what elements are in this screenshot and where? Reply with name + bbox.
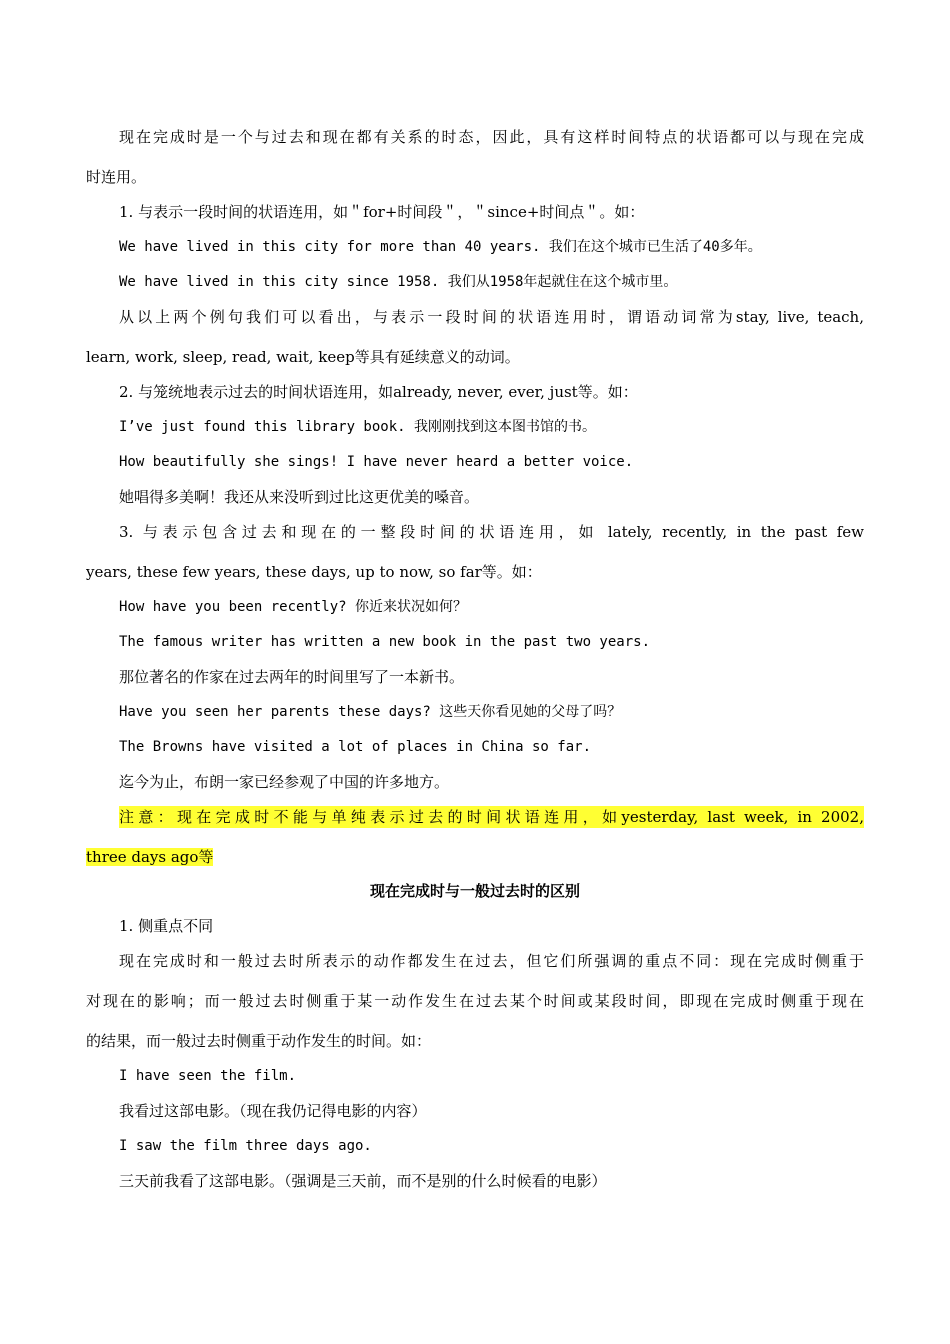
intro-line-1: 现在完成时是一个与过去和现在都有关系的时态，因此，具有这样时间特点的状语都可以与现在完成 [119,128,864,146]
section2-body-line-3: 的结果，而一般过去时侧重于动作发生的时间。如： [86,1032,432,1050]
example-4-translation: 她唱得多美啊！我还从来没听到过比这更优美的嗓音。 [119,488,480,506]
example-8: The Browns have visited a lot of places in China so far. [119,739,592,755]
example-8-translation: 迄今为止，布朗一家已经参观了中国的许多地方。 [119,773,450,791]
intro-line-2: 时连用。 [86,168,147,186]
example-6-translation: 那位著名的作家在过去两年的时间里写了一本新书。 [119,668,465,686]
section2-body-line-2: 对现在的影响；而一般过去时侧重于某一动作发生在过去某个时间或某段时间，即现在完成时侧重于现在 [86,992,864,1010]
section2-example-2-translation: 三天前我看了这部电影。（强调是三天前，而不是别的什么时候看的电影） [119,1172,607,1190]
note-line-1: 从以上两个例句我们可以看出，与表示一段时间的状语连用时，谓语动词常为stay, live, teach, [119,308,864,326]
example-6: The famous writer has written a new book in the past two years. [119,634,651,650]
point-2-heading: 2. 与笼统地表示过去的时间状语连用，如already, never, ever, just等。如： [119,383,638,401]
attention-note-line-2 [86,846,213,868]
example-1: We have lived in this city for more than 40 years. 我们在这个城市已生活了40多年。 [119,239,762,255]
attention-note-line-1: 注意：现在完成时不能与单纯表示过去的时间状语连用，如yesterday, last week, in 2002, [119,808,864,826]
example-7: Have you seen her parents these days? 这些天你看见她的父母了吗？ [119,704,622,720]
section2-body-line-1: 现在完成时和一般过去时所表示的动作都发生在过去，但它们所强调的重点不同：现在完成时侧重于 [119,952,864,970]
point-3-line-2: years, these few years, these days, up to now, so far等。如： [86,563,542,581]
point-3-line-1: 3. 与表示包含过去和现在的一整段时间的状语连用，如 lately, recently, in the past few [119,523,864,541]
example-4: How beautifully she sings! I have never heard a better voice. [119,454,634,470]
attention-note-line-2-text: three days ago等 [86,848,214,866]
point-1-heading: 1. 与表示一段时间的状语连用，如＂for+时间段＂，＂since+时间点＂。如： [119,203,645,221]
example-5: How have you been recently? 你近来状况如何？ [119,599,468,615]
section-title: 现在完成时与一般过去时的区别 [369,882,580,900]
section2-example-1: I have seen the film. [119,1068,297,1084]
example-2: We have lived in this city since 1958. 我们从1958年起就住在这个城市里。 [119,274,678,290]
note-line-2: learn, work, sleep, read, wait, keep等具有延续意义的动词。 [86,348,520,366]
section2-example-1-translation: 我看过这部电影。（现在我仍记得电影的内容） [119,1102,427,1120]
section2-example-2: I saw the film three days ago. [119,1138,372,1154]
section2-point-1: 1. 侧重点不同 [119,917,214,935]
example-3: I’ve just found this library book. 我刚刚找到这本图书馆的书。 [119,419,597,435]
